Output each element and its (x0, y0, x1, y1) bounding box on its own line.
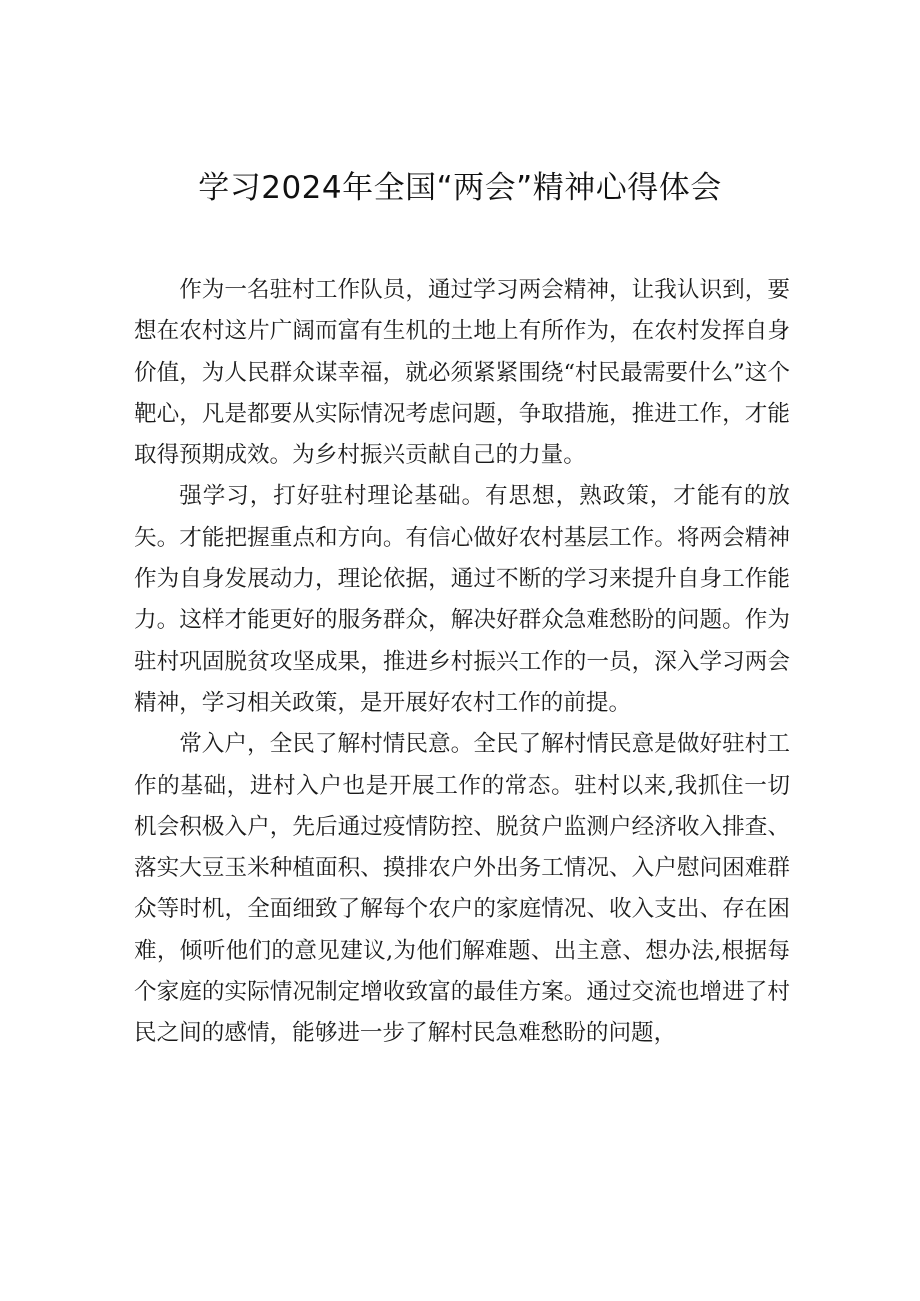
paragraph-2: 强学习，打好驻村理论基础。有思想，熟政策，才能有的放矢。才能把握重点和方向。有信心做好农村基层工作。将两会精神作为自身发展动力，理论依据，通过不断的学习来提升自身工作能力。这样才能更好的服务群众，解决好群众急难愁盼的问题。作为驻村巩固脱贫攻坚成果，推进乡村振兴工作的一员，深入学习两会精神，学习相关政策，是开展好农村工作的前提。 (134, 483, 790, 716)
document-title: 学习2024年全国“两会”精神心得体会 (198, 170, 722, 206)
document-body (134, 270, 790, 1055)
paragraph-1: 作为一名驻村工作队员，通过学习两会精神，让我认识到，要想在农村这片广阔而富有生机的土地上有所作为，在农村发挥自身价值，为人民群众谋幸福，就必须紧紧围绕“村民最需要什么”这个靶心，凡是都要从实际情况考虑问题，争取措施，推进工作，才能取得预期成效。为乡村振兴贡献自己的力量。 (134, 277, 790, 469)
paragraph-3: 常入户，全民了解村情民意。全民了解村情民意是做好驻村工作的基础，进村入户也是开展工作的常态。驻村以来,我抓住一切机会积极入户，先后通过疫情防控、脱贫户监测户经济收入排查、落实大豆玉米种植面积、摸排农户外出务工情况、入户慰问困难群众等时机，全面细致了解每个农户的家庭情况、收入支出、存在困难，倾听他们的意见建议,为他们解难题、出主意、想办法,根据每个家庭的实际情况制定增收致富的最佳方案。通过交流也增进了村民之间的感情，能够进一步了解村民急难愁盼的问题， (134, 731, 790, 1047)
